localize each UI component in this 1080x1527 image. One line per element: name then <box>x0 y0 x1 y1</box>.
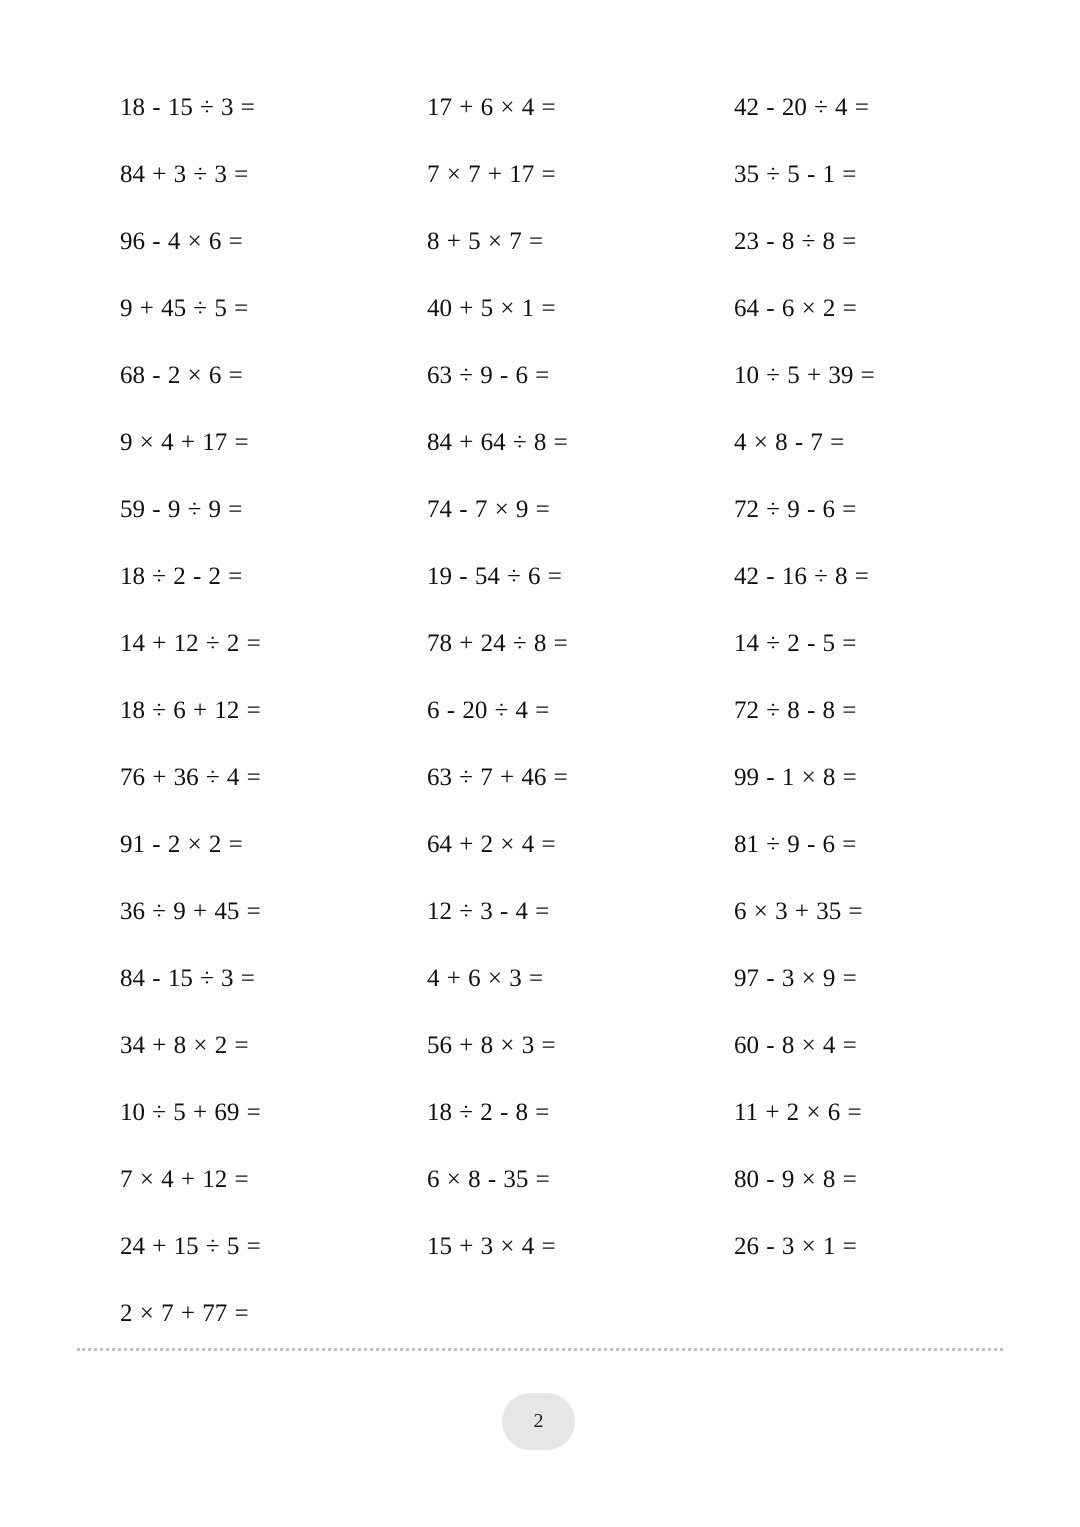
arithmetic-problem: 72 ÷ 8 - 8 = <box>734 697 857 724</box>
arithmetic-problem: 26 - 3 × 1 = <box>734 1233 857 1260</box>
page-number-badge <box>502 1393 575 1450</box>
arithmetic-problem: 59 - 9 ÷ 9 = <box>120 496 243 523</box>
arithmetic-problem: 64 + 2 × 4 = <box>427 831 556 858</box>
arithmetic-problem: 81 ÷ 9 - 6 = <box>734 831 857 858</box>
arithmetic-problem: 9 + 45 ÷ 5 = <box>120 295 249 322</box>
arithmetic-problem: 8 + 5 × 7 = <box>427 228 544 255</box>
page-number: 2 <box>533 1410 544 1432</box>
arithmetic-problem: 24 + 15 ÷ 5 = <box>120 1233 261 1260</box>
arithmetic-problem: 36 ÷ 9 + 45 = <box>120 898 261 925</box>
arithmetic-problem: 18 ÷ 2 - 8 = <box>427 1099 550 1126</box>
arithmetic-problem: 91 - 2 × 2 = <box>120 831 243 858</box>
arithmetic-problem: 17 + 6 × 4 = <box>427 94 556 121</box>
arithmetic-problem: 12 ÷ 3 - 4 = <box>427 898 550 925</box>
arithmetic-problem: 35 ÷ 5 - 1 = <box>734 161 857 188</box>
arithmetic-problem: 10 ÷ 5 + 69 = <box>120 1099 261 1126</box>
arithmetic-problem: 18 ÷ 6 + 12 = <box>120 697 261 724</box>
arithmetic-problem: 84 + 3 ÷ 3 = <box>120 161 249 188</box>
arithmetic-problem: 42 - 16 ÷ 8 = <box>734 563 869 590</box>
arithmetic-problem: 23 - 8 ÷ 8 = <box>734 228 857 255</box>
arithmetic-problem: 96 - 4 × 6 = <box>120 228 243 255</box>
arithmetic-problem: 40 + 5 × 1 = <box>427 295 556 322</box>
arithmetic-problem: 63 ÷ 7 + 46 = <box>427 764 568 791</box>
arithmetic-problem: 64 - 6 × 2 = <box>734 295 857 322</box>
arithmetic-problem: 11 + 2 × 6 = <box>734 1099 862 1126</box>
arithmetic-problem: 84 + 64 ÷ 8 = <box>427 429 568 456</box>
arithmetic-problem: 56 + 8 × 3 = <box>427 1032 556 1059</box>
arithmetic-problem: 18 - 15 ÷ 3 = <box>120 94 255 121</box>
arithmetic-problem: 18 ÷ 2 - 2 = <box>120 563 243 590</box>
arithmetic-problem: 6 - 20 ÷ 4 = <box>427 697 550 724</box>
arithmetic-problem: 74 - 7 × 9 = <box>427 496 550 523</box>
arithmetic-problem: 9 × 4 + 17 = <box>120 429 249 456</box>
arithmetic-problem: 6 × 3 + 35 = <box>734 898 863 925</box>
arithmetic-problem: 4 + 6 × 3 = <box>427 965 544 992</box>
problem-column-2 <box>427 86 727 1292</box>
arithmetic-problem: 14 ÷ 2 - 5 = <box>734 630 857 657</box>
arithmetic-problem: 80 - 9 × 8 = <box>734 1166 857 1193</box>
arithmetic-problem: 2 × 7 + 77 = <box>120 1300 249 1327</box>
arithmetic-problem: 72 ÷ 9 - 6 = <box>734 496 857 523</box>
arithmetic-problem: 76 + 36 ÷ 4 = <box>120 764 261 791</box>
arithmetic-problem: 78 + 24 ÷ 8 = <box>427 630 568 657</box>
arithmetic-problem: 4 × 8 - 7 = <box>734 429 845 456</box>
arithmetic-problem: 34 + 8 × 2 = <box>120 1032 249 1059</box>
arithmetic-problem: 63 ÷ 9 - 6 = <box>427 362 550 389</box>
arithmetic-problem: 7 × 4 + 12 = <box>120 1166 249 1193</box>
arithmetic-problem: 7 × 7 + 17 = <box>427 161 556 188</box>
arithmetic-problem: 97 - 3 × 9 = <box>734 965 857 992</box>
arithmetic-problem: 6 × 8 - 35 = <box>427 1166 550 1193</box>
problem-column-3 <box>734 86 1034 1292</box>
arithmetic-problem: 19 - 54 ÷ 6 = <box>427 563 562 590</box>
arithmetic-problem: 68 - 2 × 6 = <box>120 362 243 389</box>
arithmetic-problem: 60 - 8 × 4 = <box>734 1032 857 1059</box>
arithmetic-problem: 99 - 1 × 8 = <box>734 764 857 791</box>
dotted-divider <box>77 1348 1003 1351</box>
arithmetic-problem: 14 + 12 ÷ 2 = <box>120 630 261 657</box>
arithmetic-problem: 10 ÷ 5 + 39 = <box>734 362 875 389</box>
arithmetic-problem: 15 + 3 × 4 = <box>427 1233 556 1260</box>
problem-column-1 <box>120 86 420 1359</box>
arithmetic-problem: 84 - 15 ÷ 3 = <box>120 965 255 992</box>
arithmetic-problem: 42 - 20 ÷ 4 = <box>734 94 869 121</box>
